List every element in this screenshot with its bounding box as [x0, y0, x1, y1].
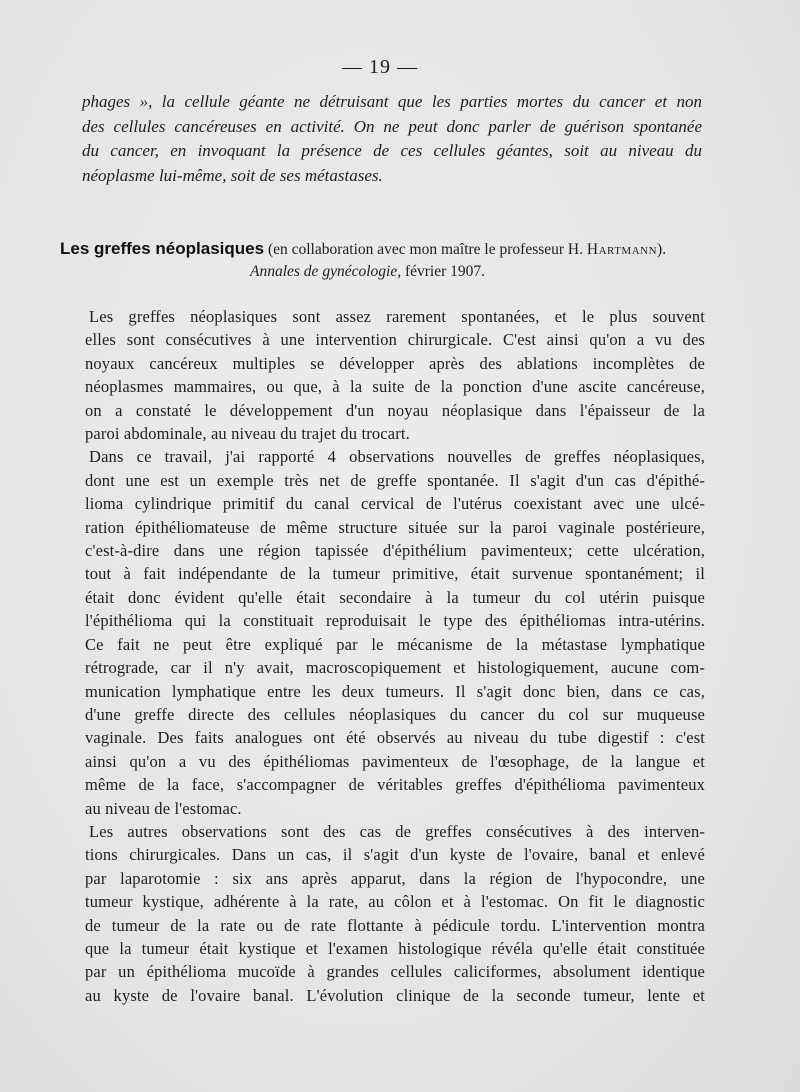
- text-line: noyaux cancéreux multiples se développer après des ablations incomplètes de: [85, 353, 705, 373]
- text-line: Les greffes néoplasiques sont assez rarement spontanées, et le plus souvent: [89, 307, 705, 326]
- text-line: Dans ce travail, j'ai rapporté 4 observations nouvelles de greffes néoplasiques,: [89, 447, 705, 467]
- text-line: c'est-à-dire dans une région tapissée d'épithélium pavimenteux; cette ulcération,: [85, 541, 705, 561]
- text-line: tumeur kystique, adhérente à la rate, au côlon et à l'estomac. On fit le diagnostic: [85, 892, 705, 912]
- text-line: par laparotomie : six ans après apparut, dans la région de l'hypocondre, une: [85, 868, 705, 888]
- text-line: on a constaté le développement d'un noyau néoplasique dans l'épaisseur de la: [85, 400, 705, 420]
- section-heading: [60, 238, 720, 261]
- text-line: vaginale. Des faits analogues ont été observés au niveau du tube digestif : c'est: [85, 728, 705, 748]
- collaboration-suffix: ).: [657, 241, 667, 258]
- body-text: [85, 305, 705, 1007]
- publication-date: février 1907.: [401, 263, 486, 280]
- section-title: Les greffes néoplasiques: [60, 239, 265, 258]
- text-line: au kyste de l'ovaire banal. L'évolution clinique de la seconde tumeur, lente et: [85, 985, 705, 1005]
- text-line: Les autres observations sont des cas de greffes consécutives à des interven-: [89, 821, 705, 841]
- text-line: du cancer, en invoquant la présence de ces cellules géantes, soit au niveau du: [82, 141, 702, 160]
- text-line: néoplasme lui-même, soit de ses métastases.: [82, 165, 383, 185]
- text-line: que la tumeur était kystique et l'examen histologique révéla qu'elle était constituée: [85, 938, 705, 958]
- text-line: rétrograde, car il n'y avait, macroscopiquement et histologiquement, aucune com-: [85, 658, 705, 678]
- text-line: tions chirurgicales. Dans un cas, il s'agit d'un kyste de l'ovaire, banal et enlevé: [85, 845, 705, 865]
- text-line: néoplasmes mammaires, ou que, à la suite de la ponction d'une ascite cancéreuse,: [85, 377, 705, 397]
- text-line: dont une est un exemple très net de greffe spontanée. Il s'agit d'un cas d'épithé-: [85, 470, 705, 490]
- text-line: phages », la cellule géante ne détruisant que les parties mortes du cancer et non: [82, 92, 702, 111]
- intro-paragraph: [82, 90, 702, 188]
- text-line: au niveau de l'estomac.: [85, 798, 242, 818]
- text-line: même de la face, s'accompagner de véritables greffes d'épithélioma pavimenteux: [85, 775, 705, 795]
- text-line: de tumeur de la rate ou de rate flottante à pédicule tordu. L'intervention montra: [85, 915, 705, 935]
- text-line: elles sont consécutives à une intervention chirurgicale. C'est ainsi qu'on a vu des: [85, 330, 705, 350]
- text-line: des cellules cancéreuses en activité. On ne peut donc parler de guérison spontanée: [82, 116, 702, 136]
- text-line: lioma cylindrique primitif du canal cervical de l'utérus coexistant avec une ulcé-: [85, 494, 705, 514]
- text-line: munication lymphatique entre les deux tumeurs. Il s'agit donc bien, dans ce cas,: [85, 681, 705, 701]
- collaboration-prefix: (en collaboration avec mon maître le professeur H.: [267, 241, 587, 258]
- text-line: l'épithélioma qui la constituait reproduisait le type des épithéliomas intra-utérins.: [85, 611, 705, 631]
- text-line: paroi abdominale, au niveau du trajet du trocart.: [85, 424, 410, 444]
- page-number: — 19 —: [342, 56, 418, 78]
- text-line: était donc évident qu'elle était secondaire à la tumeur du col utérin puisque: [85, 587, 705, 607]
- collaboration-note: [268, 241, 666, 258]
- text-line: par un épithélioma mucoïde à grandes cellules caliciformes, absolument identique: [85, 962, 705, 982]
- text-line: Ce fait ne peut être expliqué par le mécanisme de la métastase lymphatique: [85, 634, 705, 654]
- publication-reference: [250, 261, 485, 283]
- text-line: d'une greffe directe des cellules néoplasiques du cancer du col sur muqueuse: [85, 704, 705, 724]
- text-line: ration épithéliomateuse de même structure située sur la paroi vaginale postérieure,: [85, 517, 705, 537]
- text-line: ainsi qu'on a vu des épithéliomas pavimenteux de l'œsophage, de la langue et: [85, 751, 705, 771]
- text-line: tout à fait indépendante de la tumeur primitive, était survenue spontanément; il: [85, 564, 705, 584]
- journal-name: Annales de gynécologie,: [250, 263, 402, 280]
- collaboration-author: Hartmann: [586, 241, 658, 258]
